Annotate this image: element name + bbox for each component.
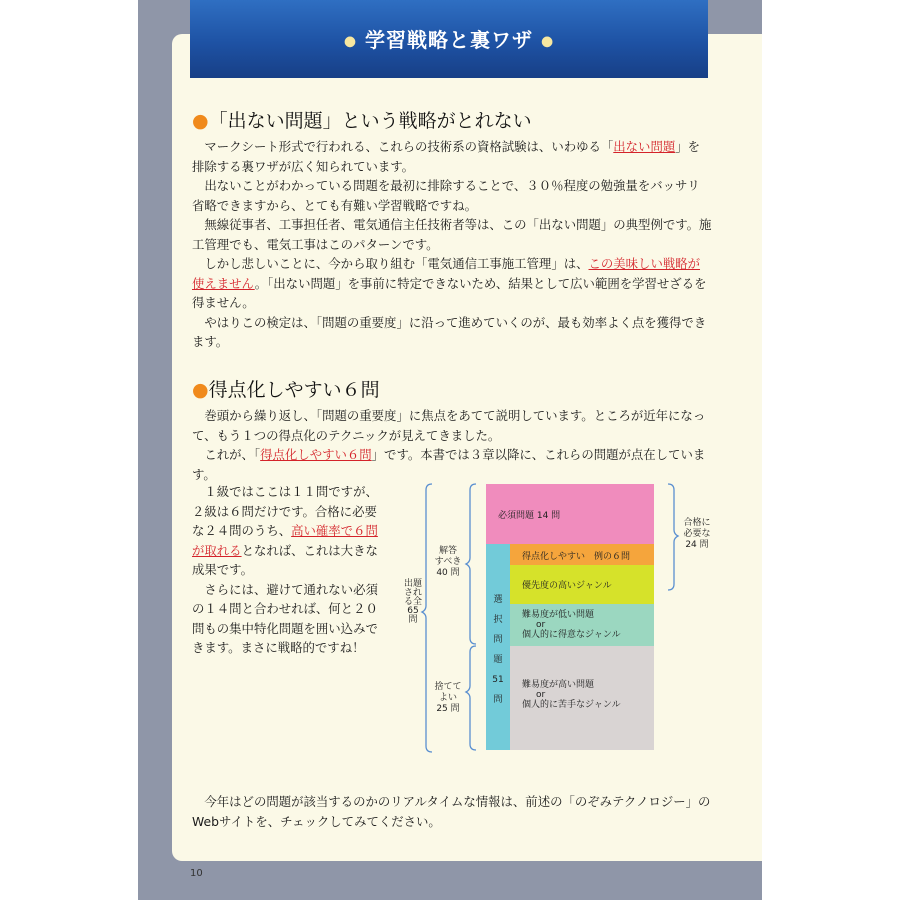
text-span: 。「出ない問題」を事前に特定できないため、結果として広い範囲を学習せざるを得ません。 (192, 275, 707, 310)
banner-dot-right: ● (540, 33, 555, 50)
side-paragraph-2: さらには、避けて通れない必須の１４問と合わせれば、何と２０問もの集中特化問題を囲い込みできます。まさに戦略的ですね！ (192, 581, 378, 655)
box-line: 個人的に得意なジャンル (522, 630, 621, 640)
high-difficulty-box (510, 646, 654, 750)
label-line: 合格に (683, 518, 711, 528)
section2-paragraph-2 (192, 445, 712, 484)
label-line: 必要な (683, 529, 711, 539)
label-line: すべき (434, 557, 462, 567)
text-span: マークシート形式で行われる、これらの技術系の資格試験は、いわゆる「 (204, 139, 614, 154)
highlight-text: 出ない問題 (613, 139, 676, 154)
answer-label (430, 546, 466, 579)
section1-paragraph-4 (192, 254, 712, 313)
highlight-text: 高い確率で６問が取れる (192, 523, 378, 558)
label-line: 択 (493, 615, 503, 625)
label-line: 25 問 (436, 704, 460, 714)
skip-label (430, 682, 466, 715)
title-banner (190, 0, 708, 78)
banner-dot-left: ● (343, 33, 358, 50)
banner-title-text: 学習戦略と裏ワザ (365, 28, 533, 52)
skip-brace (466, 646, 476, 750)
label-line: 選 (493, 595, 503, 605)
highlight-text: 得点化しやすい６問 (260, 447, 372, 462)
label-line: 捨てて (434, 682, 462, 692)
text-span: 」を排除する裏ワザが広く知られています。 (192, 139, 701, 174)
text-span: これが、「 (204, 447, 261, 462)
closing-paragraph: 今年はどの問題が該当するのかのリアルタイムな情報は、前述の「のぞみテクノロジー」のWebサイトを、チェックしてみてください。 (192, 794, 711, 829)
low-difficulty-box (510, 604, 654, 646)
text-span: しかし悲しいことに、今から取り組む「電気通信工事施工管理」は、 (204, 256, 589, 271)
label-line: 24 問 (685, 540, 709, 550)
side-text (192, 482, 382, 658)
section1-heading-text: 「出ない問題」という戦略がとれない (208, 110, 532, 132)
text-span: となれば、これは大きな成果です。 (192, 542, 378, 577)
section1-paragraph-2: 出ないことがわかっている問題を最初に排除することで、３０％程度の勉強量をバッサリ省略できますから、とても有難い学習戦略ですね。 (192, 178, 700, 213)
text-span: 」です。本書では３章以降に、これらの問題が点在しています。 (192, 447, 706, 482)
label-line: 問 (493, 635, 503, 645)
total-label: 出題される全65問 (404, 579, 423, 625)
box-line: or (536, 690, 546, 700)
section2-paragraph-1: 巻頭から繰り返し、「問題の重要度」に焦点をあてて説明しています。ところが近年になって、もう１つの得点化のテクニックが見えてきました。 (192, 408, 706, 443)
section1-heading (192, 106, 532, 133)
section2-bullet: ● (192, 379, 209, 401)
label-line: 40 問 (436, 568, 460, 578)
label-line: 解答 (438, 546, 457, 556)
text-span: １級ではここは１１問ですが、２級は６問だけです。合格に必要な２４問のうち、 (192, 484, 378, 538)
section2-body (192, 406, 712, 484)
section2-heading-text: 得点化しやすい６問 (208, 379, 380, 401)
label-line: よい (438, 693, 457, 703)
question-breakdown-diagram (400, 480, 730, 760)
side-paragraph-1 (192, 482, 382, 580)
box-line: 難易度が高い問題 (522, 680, 595, 690)
pass-label (676, 518, 718, 551)
section2-heading (192, 375, 380, 402)
label-line: 題 (493, 655, 503, 665)
banner-title (190, 24, 708, 53)
priority-genre-box: 優先度の高いジャンル (510, 565, 654, 604)
section1-paragraph-3: 無線従事者、工事担任者、電気通信主任技術者等は、この「出ない問題」の典型例です。施工管理でも、電気工事はこのパターンです。 (192, 217, 712, 252)
page-number: 10 (190, 868, 203, 879)
highlight-text: この美味しい戦略が使えません (192, 256, 701, 291)
section1-body (192, 137, 712, 352)
label-line: 問 (493, 695, 503, 705)
answer-brace (466, 484, 476, 644)
selection-column (486, 544, 510, 750)
label-line: 51 (492, 675, 504, 685)
section1-paragraph-1 (192, 137, 712, 176)
required-questions-box: 必須問題 14 問 (486, 484, 654, 544)
section1-paragraph-5: やはりこの検定は、「問題の重要度」に沿って進めていくのが、最も効率よく点を獲得できます。 (192, 314, 707, 349)
easy-six-box: 得点化しやすい 例の６問 (510, 544, 654, 565)
section1-bullet: ● (192, 110, 209, 132)
box-line: or (536, 620, 546, 630)
box-line: 難易度が低い問題 (522, 610, 595, 620)
box-line: 個人的に苦手なジャンル (522, 700, 621, 710)
